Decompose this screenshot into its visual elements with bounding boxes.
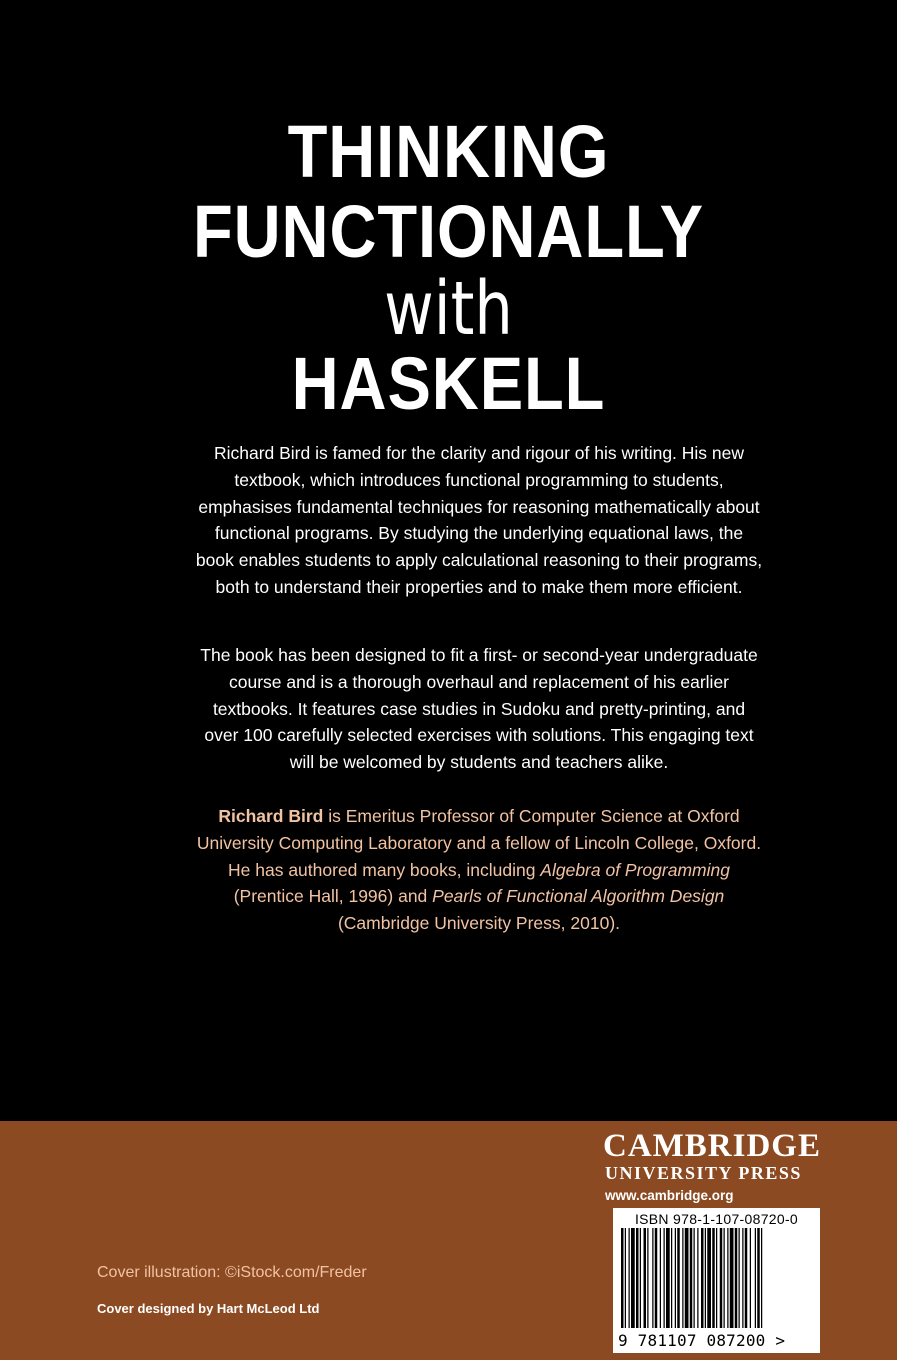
barcode-digits: 9 781107 087200 > <box>618 1331 786 1350</box>
publisher-name: CAMBRIDGE <box>602 1128 821 1164</box>
author-bio-text-1: is Emeritus Professor of Computer Science at Oxford University Computing Laboratory and a fellow of Lincoln College, Oxford. He has authored many books, including <box>196 806 762 880</box>
cover-illustration-credit: Cover illustration: ©iStock.com/Freder <box>97 1264 367 1281</box>
publisher-url: www.cambridge.org <box>604 1188 734 1203</box>
title-line-haskell: HASKELL <box>291 342 606 425</box>
author-bio-text-2: (Prentice Hall, 1996) and <box>233 886 433 907</box>
book-title-pearls: Pearls of Functional Algorithm Design <box>432 886 725 907</box>
title-line-with: with <box>384 266 513 352</box>
author-name: Richard Bird <box>218 806 324 826</box>
cover-design-credit: Cover designed by Hart McLeod Ltd <box>97 1301 320 1316</box>
book-title <box>0 112 897 424</box>
blurb-paragraph-1: Richard Bird is famed for the clarity and rigour of his writing. His new textbook, which introduces functional programming to students, emphasises fundamental techniques for reasoning mathematically about functional programs. By studying the underlying equational laws, the book enables students to apply calculational reasoning to their programs, both to understand their properties and to make them more efficient. <box>195 443 763 597</box>
title-line-functionally: FUNCTIONALLY <box>192 190 705 273</box>
book-title-algebra: Algebra of Programming <box>540 859 730 880</box>
author-bio <box>195 803 763 937</box>
author-bio-text-3: (Cambridge University Press, 2010). <box>337 913 621 934</box>
title-line-thinking: THINKING <box>287 110 610 193</box>
isbn-label: ISBN 978-1-107-08720-0 <box>634 1211 799 1227</box>
publisher-subname: UNIVERSITY PRESS <box>604 1163 802 1183</box>
blurb-paragraph-2: The book has been designed to fit a first- or second-year undergraduate course and is a thorough overhaul and replacement of his earlier textbooks. It features case studies in Sudoku and pretty-printing, and over 100 carefully selected exercises with solutions. This engaging text will be welcomed by students and teachers alike. <box>200 645 758 773</box>
barcode-bars <box>621 1228 811 1328</box>
publisher-logo <box>603 1129 821 1209</box>
isbn-barcode <box>613 1208 820 1353</box>
footer-band <box>0 1121 897 1360</box>
